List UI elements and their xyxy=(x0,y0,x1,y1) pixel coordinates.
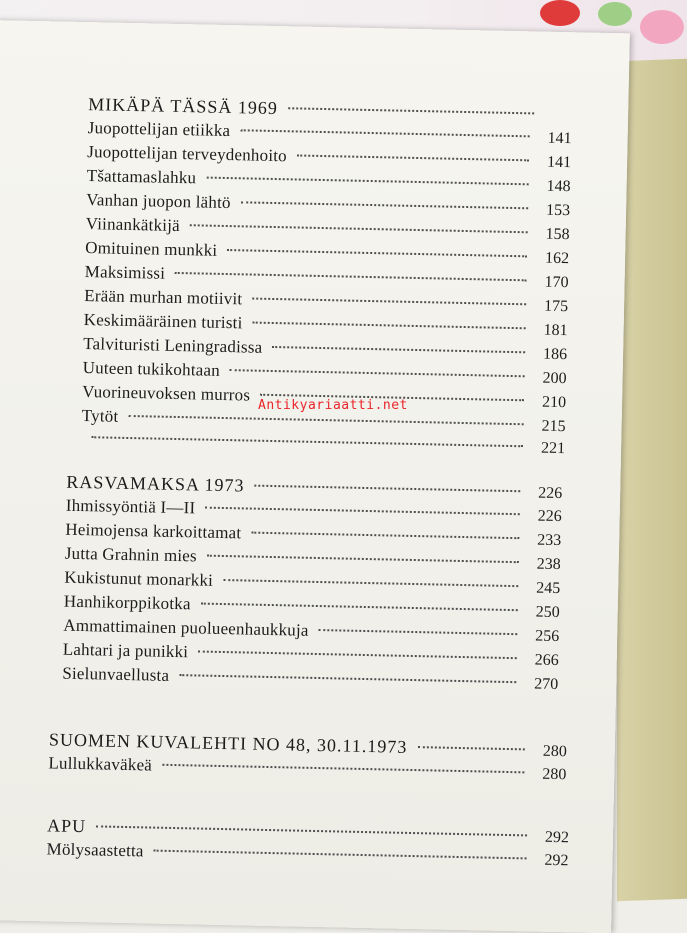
page-number: 292 xyxy=(544,851,569,870)
page-number: 226 xyxy=(538,484,563,503)
page-number: 245 xyxy=(536,579,561,598)
page-number: 266 xyxy=(534,651,559,670)
page-number: 280 xyxy=(542,765,567,784)
dot-leader xyxy=(198,650,517,659)
entry-title: Talvituristi Leningradissa xyxy=(83,334,263,357)
entry-title: Hanhikorppikotka xyxy=(63,591,191,614)
dot-leader xyxy=(240,129,529,137)
entry-title: Sielunvaellusta xyxy=(62,663,170,685)
page-number: 175 xyxy=(543,297,569,316)
dot-leader xyxy=(272,346,525,353)
section-title: SUOMEN KUVALEHTI NO 48, 30.11.1973 xyxy=(48,729,408,757)
page-number: 270 xyxy=(534,675,559,694)
dot-leader xyxy=(91,436,523,447)
dot-leader xyxy=(241,201,528,209)
flower-decoration xyxy=(540,0,580,26)
entry-title: Tšattamaslahku xyxy=(86,166,197,188)
entry-title: Heimojensa karkoittamat xyxy=(65,519,242,543)
entry-title: Omituinen munkki xyxy=(85,238,218,260)
page-number: 141 xyxy=(547,129,572,148)
page-number: 233 xyxy=(537,531,562,550)
entry-title: Tytöt xyxy=(81,406,119,426)
dot-leader xyxy=(179,674,516,683)
entry-title: Kukistunut monarkki xyxy=(64,567,214,590)
page-number: 186 xyxy=(542,345,568,364)
dot-leader xyxy=(288,107,534,114)
dot-leader xyxy=(297,154,529,161)
flower-decoration xyxy=(640,10,684,44)
entry-title: Juopottelijan terveydenhoito xyxy=(87,142,288,166)
dot-leader xyxy=(252,322,525,330)
page-number: 280 xyxy=(542,742,567,761)
page-number: 256 xyxy=(535,627,560,646)
dot-leader xyxy=(206,177,528,186)
page-number: 162 xyxy=(544,249,570,268)
dot-leader xyxy=(190,224,528,233)
entry-title: Uuteen tukikohtaan xyxy=(82,358,221,380)
dot-leader xyxy=(96,825,527,836)
entry-title: Lahtari ja punikki xyxy=(62,639,189,662)
entry-title: Keskimääräinen turisti xyxy=(83,310,243,333)
entry-title: Ihmissyöntiä I—II xyxy=(65,495,196,518)
page-number: 181 xyxy=(543,321,568,340)
page-number: 158 xyxy=(545,225,570,244)
dot-leader xyxy=(201,603,518,612)
dot-leader xyxy=(207,555,519,564)
entry-title: Vuorineuvoksen murros xyxy=(82,382,251,405)
dot-leader xyxy=(223,579,518,587)
page-number: 226 xyxy=(537,507,562,526)
watermark-text: Antikyariaatti.net xyxy=(258,398,408,413)
dot-leader xyxy=(252,298,526,306)
page-number: 292 xyxy=(544,828,570,847)
dot-leader xyxy=(251,532,519,540)
page-number xyxy=(544,120,576,121)
book-page xyxy=(0,20,630,933)
entry-title: Erään murhan motiivit xyxy=(84,286,243,309)
page-number: 215 xyxy=(541,417,566,436)
dot-leader xyxy=(154,850,527,860)
section-title: MIKÄPÄ TÄSSÄ 1969 xyxy=(88,94,279,119)
section-title: APU xyxy=(46,815,87,837)
entry-title: Maksimissi xyxy=(84,262,166,283)
entry-title: Ammattimainen puolueenhaukkuja xyxy=(63,615,309,640)
dot-leader xyxy=(205,507,520,516)
page-number: 148 xyxy=(546,177,571,196)
entry-title: Juopottelijan etiikka xyxy=(87,118,231,141)
page-number: 221 xyxy=(540,439,566,458)
page-number: 141 xyxy=(546,153,572,172)
entry-title: Viinankätkijä xyxy=(85,214,181,236)
dot-leader xyxy=(319,629,518,635)
dot-leader xyxy=(175,272,527,281)
dot-leader xyxy=(128,415,523,425)
book-page-edge xyxy=(617,59,687,901)
entry-title: Mölysaastetta xyxy=(46,839,144,861)
page-number: 153 xyxy=(545,201,571,220)
flower-decoration xyxy=(598,2,632,26)
dot-leader xyxy=(162,764,524,774)
entry-title: Vanhan juopon lähtö xyxy=(86,190,231,213)
page-number: 210 xyxy=(541,393,567,412)
entry-title: Jutta Grahnin mies xyxy=(64,543,198,566)
page-number: 238 xyxy=(536,555,561,574)
page-number: 200 xyxy=(542,369,567,388)
dot-leader xyxy=(230,369,525,377)
section-title: RASVAMAKSA 1973 xyxy=(66,471,245,496)
dot-leader xyxy=(417,746,525,750)
page-number: 250 xyxy=(535,603,560,622)
entry-title: Lullukkaväkeä xyxy=(48,753,153,775)
dot-leader xyxy=(255,485,521,493)
dot-leader xyxy=(227,249,527,257)
page-number: 170 xyxy=(544,273,569,292)
